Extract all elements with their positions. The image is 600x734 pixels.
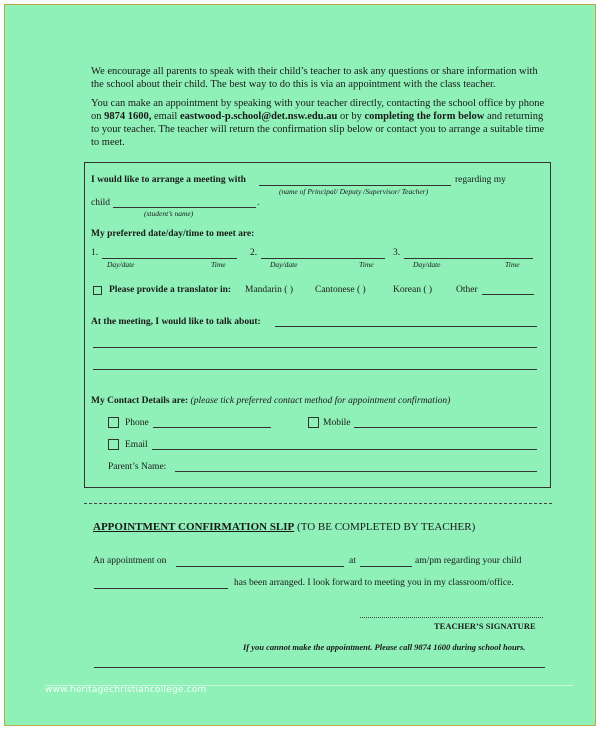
signature-label: TEACHER’S SIGNATURE <box>434 621 536 631</box>
appointment-date-field[interactable] <box>176 566 344 567</box>
student-hint: (student’s name) <box>144 209 194 218</box>
email-label: Email <box>125 440 148 450</box>
preferred-label: My preferred date/day/time to meet are: <box>91 229 255 239</box>
mobile-checkbox[interactable] <box>308 417 319 428</box>
student-name-field[interactable] <box>113 207 256 208</box>
signature-line[interactable] <box>360 617 543 618</box>
slot-3-field[interactable] <box>404 258 533 259</box>
slot-2-num: 2. <box>250 248 258 258</box>
translator-checkbox[interactable] <box>93 286 102 295</box>
slot-2-field[interactable] <box>261 258 385 259</box>
intro-text-2c: or by <box>337 111 365 122</box>
child-end: . <box>257 198 260 208</box>
slot-3-day-hint: Day/date <box>413 260 441 269</box>
intro-paragraph-2 <box>91 97 551 149</box>
slip-line2: has been arranged. I look forward to meeting you in my classroom/office. <box>234 578 514 588</box>
meeting-label: I would like to arrange a meeting with <box>91 175 246 185</box>
intro-text-2d: and returning to your teacher. The teacher will return the confirmation slip below or contact you to arrange a suitable time to meet. <box>91 111 545 148</box>
intro-text-2a: You can make an appointment by speaking with your teacher directly, contacting the school office by phone on <box>91 98 545 122</box>
slip-title-note: (TO BE COMPLETED BY TEACHER) <box>297 521 476 533</box>
talk-field-line-1[interactable] <box>275 326 537 327</box>
slot-1-num: 1. <box>91 248 99 258</box>
child-label: child <box>91 198 110 208</box>
intro-text-1: We encourage all parents to speak with their child’s teacher to ask any questions or share information with the school about their child. The best way to do this is via an appointment with the class teacher. <box>91 66 538 90</box>
meeting-hint: (name of Principal/ Deputy /Supervisor/ Teacher) <box>279 187 429 196</box>
email-checkbox[interactable] <box>108 439 119 450</box>
talk-field-line-2[interactable] <box>93 347 537 348</box>
phone-label: Phone <box>125 418 149 428</box>
slot-2-day-hint: Day/date <box>270 260 298 269</box>
intro-text-2b: email <box>151 111 180 122</box>
slot-1-day-hint: Day/date <box>107 260 135 269</box>
slot-2-time-hint: Time <box>359 260 374 269</box>
phone-checkbox[interactable] <box>108 417 119 428</box>
talk-field-line-3[interactable] <box>93 369 537 370</box>
parent-name-label: Parent’s Name: <box>108 462 167 472</box>
lang-cantonese[interactable]: Cantonese ( ) <box>315 285 366 295</box>
slip-title: APPOINTMENT CONFIRMATION SLIP <box>93 521 295 533</box>
regarding-label: regarding my <box>455 175 506 185</box>
slip-bottom-line <box>94 667 545 668</box>
phone-field[interactable] <box>153 427 271 428</box>
slot-3-num: 3. <box>393 248 401 258</box>
intro-paragraph-1 <box>91 65 551 91</box>
slot-1-field[interactable] <box>102 258 237 259</box>
appointment-time-field[interactable] <box>360 566 412 567</box>
slot-3-time-hint: Time <box>505 260 520 269</box>
slot-1-time-hint: Time <box>211 260 226 269</box>
slip-at-label: at <box>349 556 356 566</box>
email-field[interactable] <box>152 449 537 450</box>
translator-label: Please provide a translator in: <box>109 285 232 295</box>
mobile-label: Mobile <box>323 418 351 428</box>
contact-heading <box>91 396 450 406</box>
lang-korean[interactable]: Korean ( ) <box>393 285 433 295</box>
school-email: eastwood-p.school@det.nsw.edu.au <box>179 111 338 122</box>
school-phone: 9874 1600, <box>104 111 152 122</box>
mobile-field[interactable] <box>354 427 537 428</box>
contact-label: My Contact Details are: <box>91 396 189 406</box>
lang-mandarin[interactable]: Mandarin ( ) <box>245 285 294 295</box>
meeting-person-field[interactable] <box>259 185 451 186</box>
slip-note: If you cannot make the appointment. Please call 9874 1600 during school hours. <box>243 642 526 652</box>
form-emphasis: completing the form below <box>364 111 485 122</box>
lang-other[interactable]: Other <box>456 285 478 295</box>
slip-line1-label: An appointment on <box>93 556 167 566</box>
slip-heading <box>93 521 475 533</box>
child-name-field[interactable] <box>94 588 228 589</box>
contact-hint: (please tick preferred contact method for appointment confirmation) <box>190 396 451 406</box>
cut-line <box>84 503 552 504</box>
talk-label: At the meeting, I would like to talk about: <box>91 317 261 327</box>
parent-name-field[interactable] <box>175 471 537 472</box>
watermark: www.heritagechristiancollege.com <box>45 685 207 695</box>
form-page <box>4 4 596 726</box>
slip-ampm-label: am/pm regarding your child <box>415 556 522 566</box>
other-language-field[interactable] <box>482 294 534 295</box>
